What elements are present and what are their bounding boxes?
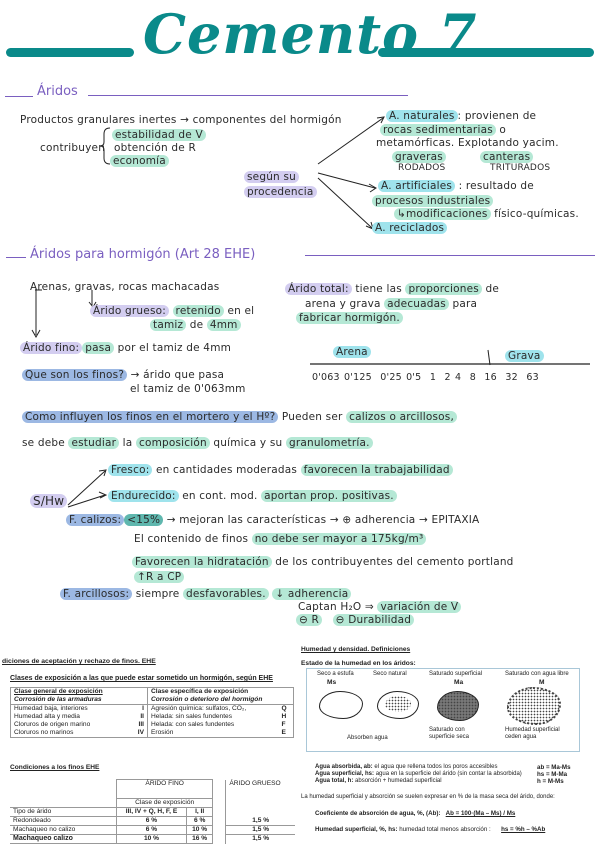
doc-subheading-clases: Clases de exposición a las que puede estar sometido un hormigón, según EHE: [10, 675, 273, 682]
arido-total-line2: arena y grava adecuadas para: [305, 298, 478, 310]
arido-total-line3: fabricar hormigón.: [296, 312, 403, 324]
aridos-definition: Productos granulares inertes → componentes del hormigón: [20, 114, 342, 126]
naturales-rocas: rocas sedimentarias o: [380, 124, 506, 136]
doc-subheading-estado: Estado de la humedad en los áridos:: [301, 660, 416, 667]
exposure-classes-table: Clase general de exposición Clase específica de exposición Corrosión de las armaduras Corrosión o deterioro del hormigón Humedad baja, interiores I Agresión química: sulfatos, CO₂, Q Humedad alta y media II Helada: sin sales fundentes H Cloruros de origen marino III Helada: con sales fundentes F Cloruros no marinos IV Erosión E: [10, 687, 294, 738]
arido-total: Árido total: tiene las proporciones de: [285, 283, 499, 295]
moisture-states-figure: [306, 668, 580, 752]
naturales-metamorficas: metamórficas. Explotando yacim.: [376, 137, 559, 149]
naturales-canteras: canteras: [480, 151, 533, 163]
contribuyen-item-2: obtención de R: [114, 142, 196, 154]
aggregate-wet-icon: [507, 687, 561, 725]
humedad-note: La humedad superficial y absorción se suelen expresar en % de la masa seca del árido, donde:: [301, 794, 555, 800]
table-row: Cloruros de origen marino III Helada: con sales fundentes F: [11, 721, 294, 729]
caption-humedad: Humedad superficial ceden agua: [505, 727, 560, 740]
section-rule: [305, 255, 595, 256]
state-label-seco-estufa: Seco a estufa: [317, 671, 354, 677]
menos-line: ⊖ R ⊖ Durabilidad: [296, 614, 414, 626]
favorecen-line: Favorecen la hidratación de los contribuyentes del cemento portland: [132, 556, 514, 568]
artificiales-modificaciones: ↳modificaciones físico-químicas.: [394, 208, 579, 220]
finos-study: se debe estudiar la composición química y su granulometría.: [22, 437, 373, 449]
table-row: Humedad alta y media II Helada: sin sales fundentes H: [11, 713, 294, 721]
finos-answer: el tamiz de 0'063mm: [130, 383, 246, 395]
branch-artificiales: A. artificiales : resultado de: [378, 180, 534, 192]
formula-h: h = M-Ms: [537, 778, 564, 785]
segun-procedencia: según su procedencia: [244, 170, 317, 200]
def-agua-superficial: Agua superficial, hs: agua en la superficie del árido (sin contar la absorbida): [315, 771, 522, 777]
def-agua-absorbida: Agua absorbida, ab: el agua que rellena todos los poros accesibles: [315, 764, 498, 770]
state-symbol-ms: Ms: [327, 679, 337, 686]
table-row: Humedad baja, interiores I Agresión química: sulfatos, CO₂, Q: [11, 705, 294, 714]
finos-question: Que son los finos? → árido que pasa: [22, 369, 224, 381]
caption-saturado: Saturado con superficie seca: [429, 727, 470, 740]
section-title-aridos: Áridos: [37, 84, 78, 99]
scale-arena-label: Arena: [333, 346, 371, 358]
endurecido-line: Endurecido: en cont. mod. aportan prop. positivas.: [108, 490, 397, 502]
contribuyen-item-1: estabilidad de V: [112, 129, 206, 141]
table-row: Machaqueo no calizo 6 % 10 % 1,5 %: [10, 826, 295, 835]
def-agua-total: Agua total, h: absorción + humedad superficial: [315, 778, 442, 784]
aggregate-saturated-icon: [437, 691, 479, 721]
scale-grava-label: Grava: [505, 350, 544, 362]
state-label-saturado-libre: Saturado con agua libre: [505, 671, 569, 677]
contribuyen-label: contribuyen: [40, 142, 106, 154]
arido-grueso-tamiz: tamiz de 4mm: [150, 319, 241, 331]
table-row: Machaqueo calizo 10 % 16 % 1,5 %: [10, 835, 295, 844]
table-row: Cloruros no marinos IV Erosión E: [11, 729, 294, 738]
arenas-gravas: Arenas, gravas, rocas machacadas: [30, 281, 220, 293]
coef-absorcion: Coeficiente de absorción de agua, %, (Ab): Ab = 100·(Ma – Ms) / Ms: [315, 810, 516, 817]
state-symbol-ma: Ma: [454, 679, 464, 686]
state-label-saturado-superficial: Saturado superficial: [429, 671, 483, 677]
contribuyen-item-3: economía: [110, 155, 169, 167]
section-title-aridos-hormigon: Áridos para hormigón (Art 28 EHE): [30, 247, 256, 262]
naturales-rodados: RODADOS: [398, 163, 446, 173]
fresco-line: Fresco: en cantidades moderadas favorecen la trabajabilidad: [108, 464, 453, 476]
shw-label: S/Hw: [30, 494, 67, 508]
calizos-line: F. calizos: <15% → mejoran las características → ⊕ adherencia → EPITAXIA: [66, 514, 479, 526]
aggregate-dry-icon: [319, 691, 363, 719]
naturales-graveras: graveras: [392, 151, 446, 163]
doc-heading-humedad: Humedad y densidad. Definiciones: [301, 646, 411, 653]
branch-reciclados: A. reciclados: [372, 222, 447, 234]
arcillosos-line: F. arcillosos: siempre desfavorables. ↓ adherencia: [60, 588, 351, 600]
formula-hs: hs = M-Ma: [537, 771, 568, 778]
contenido-line: El contenido de finos no debe ser mayor a 175kg/m³: [134, 533, 426, 545]
naturales-triturados: TRITURADOS: [490, 163, 551, 173]
page-title: Cemento 7: [143, 2, 478, 66]
artificiales-procesos: procesos industriales: [372, 195, 493, 207]
caption-absorben-agua: Absorben agua: [347, 735, 388, 741]
table-row: Redondeado 6 % 6 % 1,5 %: [10, 817, 295, 826]
branch-naturales: A. naturales : provienen de: [386, 110, 536, 123]
doc-heading-finos: diciones de aceptación y rechazo de finos. EHE: [2, 658, 156, 665]
scale-ticks: 0'063 0'125 0'25 0'5 1 2 4 8 16 32 63: [312, 372, 539, 383]
state-symbol-m: M: [539, 679, 545, 686]
finos-influence: Como influyen los finos en el mortero y el Hº? Pueden ser calizos o arcillosos,: [22, 411, 457, 423]
arido-fino: Árido fino: pasa por el tamiz de 4mm: [20, 342, 231, 354]
section-rule: [6, 257, 26, 258]
humedad-superficial: Humedad superficial, %, hs: humedad total menos absorción : hs = %h – %Ab: [315, 826, 546, 833]
arido-grueso: Árido grueso: retenido en el: [90, 305, 254, 317]
rcp-line: ↑R a CP: [134, 571, 184, 583]
state-label-seco-natural: Seco natural: [373, 671, 407, 677]
fines-conditions-table: ÁRIDO FINO ÁRIDO GRUESO Clase de exposición Tipo de árido III, IV + Q, H, F, E I, II Redondeado 6 % 6 % 1,5 % Machaqueo no calizo 6 % 10 % 1,5 % Machaqueo calizo 10 % 16 % 1,5 %: [10, 779, 295, 844]
captan-line: Captan H₂O ⇒ variación de V: [298, 601, 461, 613]
aggregate-natural-core-icon: [385, 696, 411, 712]
doc-heading-condiciones: Condiciones a los finos EHE: [10, 764, 100, 771]
formula-ab: ab = Ma-Ms: [537, 764, 571, 771]
